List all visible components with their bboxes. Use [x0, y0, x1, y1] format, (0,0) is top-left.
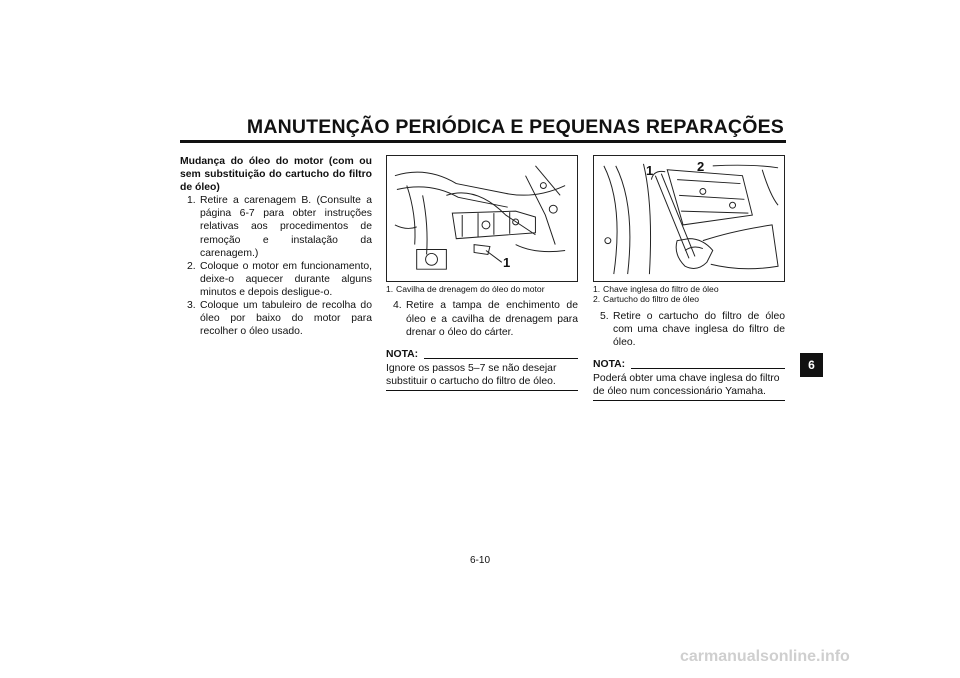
note-text: Ignore os passos 5–7 se não desejar substituir o cartucho do filtro de óleo.: [386, 362, 578, 391]
chapter-tab: 6: [800, 353, 823, 377]
caption-item: 1. Cavilha de drenagem do óleo do motor: [386, 284, 545, 294]
step-item: 1. Retire a carenagem B. (Consulte a página 6-7 para obter instruções relativas aos procedimentos de remoção e instalação da carenagem.): [187, 195, 372, 259]
figure-caption: [386, 284, 578, 294]
note-box: [593, 358, 785, 401]
watermark: carmanualsonline.info: [680, 648, 850, 665]
step-item: 2. Coloque o motor em funcionamento, deixe-o aquecer durante alguns minutos e depois desligue-o.: [187, 260, 372, 298]
step-list: [386, 299, 578, 338]
step-list: [593, 310, 785, 349]
step-item: 4. Retire a tampa de enchimento de óleo e a cavilha de drenagem para drenar o óleo do cárter.: [393, 300, 578, 338]
column-right: [593, 155, 785, 401]
figure-caption: [593, 284, 785, 305]
oil-filter-wrench-illustration: [593, 155, 785, 282]
step-item: 3. Coloque um tabuleiro de recolha do óleo por baixo do motor para recolher o óleo usado.: [187, 300, 372, 338]
figure-callout-number: 2: [697, 159, 705, 174]
header-rule: [180, 140, 786, 143]
caption-item: 1. Chave inglesa do filtro de óleo: [593, 284, 719, 294]
step-list: [180, 194, 372, 338]
drain-bolt-illustration: [386, 155, 578, 282]
note-label: NOTA:: [593, 359, 626, 371]
caption-item: 2. Cartucho do filtro de óleo: [593, 294, 700, 305]
note-label: NOTA:: [386, 348, 419, 360]
page-header-title: MANUTENÇÃO PERIÓDICA E PEQUENAS REPARAÇÕES: [246, 116, 784, 138]
note-rule: [424, 358, 578, 359]
page-number: 6-10: [469, 555, 490, 566]
note-text: Poderá obter uma chave inglesa do filtro de óleo num concessionário Yamaha.: [593, 372, 785, 401]
figure-callout-number: 1: [646, 163, 654, 178]
figure-callout-number: 1: [503, 255, 511, 270]
note-rule: [631, 368, 785, 369]
column-left: [180, 155, 372, 338]
column-middle: [386, 155, 578, 391]
note-box: [386, 348, 578, 391]
step-item: 5. Retire o cartucho do filtro de óleo com uma chave inglesa do filtro de óleo.: [600, 310, 785, 348]
section-title: Mudança do óleo do motor (com ou sem substituição do cartucho do filtro de óleo): [180, 156, 372, 194]
